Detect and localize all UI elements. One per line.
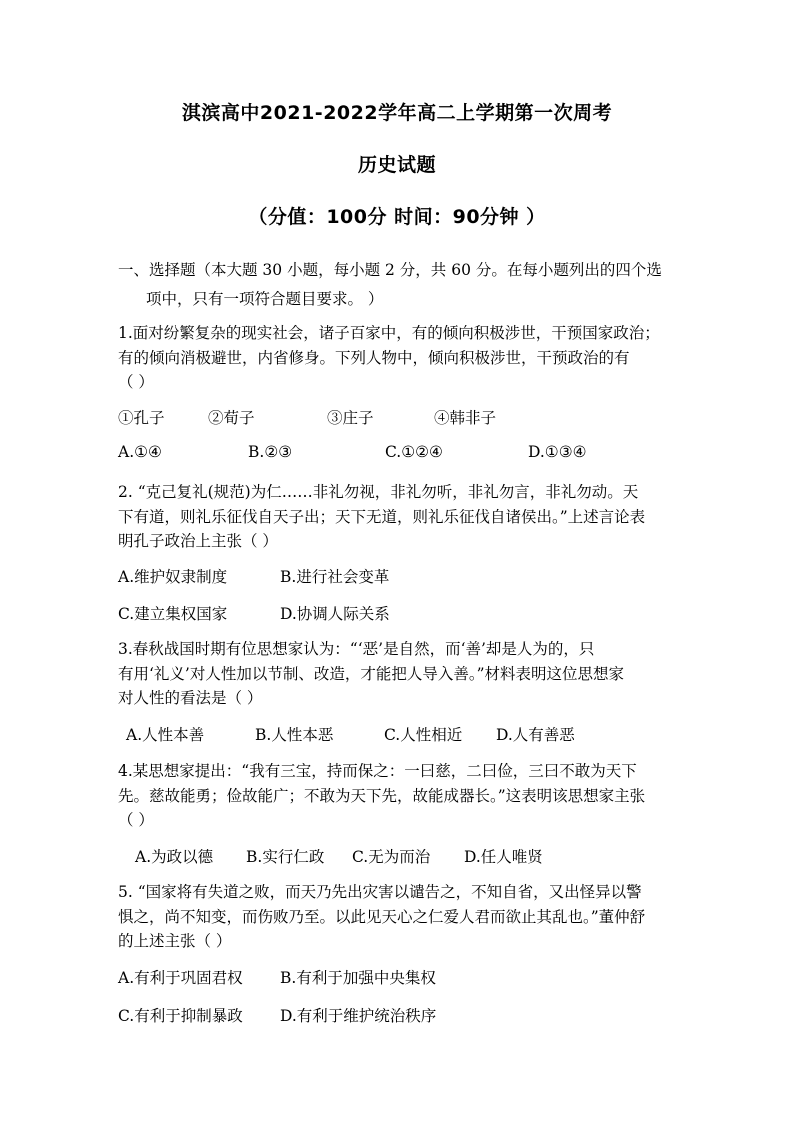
- q1-item: ③庄子: [327, 409, 374, 427]
- q5-option-a: A.有利于巩固君权: [118, 969, 243, 987]
- q1-option-c: C.①②④: [385, 443, 443, 461]
- section-heading: 一、选择题（本大题 30 小题，每小题 2 分，共 60 分。在每小题列出的四个选: [118, 261, 662, 279]
- q3-stem-line2: 有用‘礼义’对人性加以节制、改造，才能把人导入善。”材料表明这位思想家: [118, 665, 625, 683]
- q5-option-d: D.有利于维护统治秩序: [280, 1007, 437, 1025]
- q1-stem-line1: 1.面对纷繁复杂的现实社会，诸子百家中，有的倾向积极涉世，干预国家政治；: [118, 324, 660, 342]
- q2-option-b: B.进行社会变革: [280, 568, 390, 586]
- q1-option-b: B.②③: [248, 443, 293, 461]
- q2-option-a: A.维护奴隶制度: [118, 568, 228, 586]
- q3-option-d: D.人有善恶: [496, 726, 575, 744]
- q1-stem-line3: （ ）: [118, 373, 154, 391]
- q4-stem-line1: 4.某思想家提出：“我有三宝，持而保之：一曰慈，二曰俭，三曰不敢为天下: [118, 762, 637, 780]
- q3-option-c: C.人性相近: [384, 726, 463, 744]
- q1-stem-line2: 有的倾向消极避世，内省修身。下列人物中，倾向积极涉世，干预政治的有: [118, 349, 630, 367]
- q1-item: ④韩非子: [434, 409, 497, 427]
- q5-option-c: C.有利于抑制暴政: [118, 1007, 243, 1025]
- q4-stem-line3: （ ）: [118, 811, 154, 829]
- q4-stem-line2: 先。慈故能勇；俭故能广；不敢为天下先，故能成器长。”这表明该思想家主张: [118, 787, 646, 805]
- q4-option-a: A.为政以德: [135, 848, 214, 866]
- q5-stem-line3: 的上述主张（ ）: [118, 932, 232, 950]
- q1-item: ①孔子: [118, 409, 165, 427]
- section-heading-cont: 项中，只有一项符合题目要求。 ）: [146, 290, 384, 308]
- exam-title: 淇滨高中2021-2022学年高二上学期第一次周考: [181, 102, 613, 124]
- q2-stem-line1: 2. “克己复礼(规范)为仁……非礼勿视，非礼勿听，非礼勿言，非礼勿动。天: [118, 483, 639, 501]
- q4-option-b: B.实行仁政: [246, 848, 325, 866]
- q4-option-d: D.任人唯贤: [464, 848, 543, 866]
- subject-title: 历史试题: [357, 154, 436, 176]
- q5-stem-line2: 惧之，尚不知变，而伤败乃至。以此见天心之仁爱人君而欲止其乱也。”董仲舒: [118, 908, 646, 926]
- q5-option-b: B.有利于加强中央集权: [280, 969, 436, 987]
- exam-info: （分值：100分 时间：90分钟 ）: [248, 206, 546, 228]
- q3-option-a: A.人性本善: [126, 726, 205, 744]
- q2-stem-line2: 下有道，则礼乐征伐自天子出；天下无道，则礼乐征伐自诸侯出。”上述言论表: [118, 508, 646, 526]
- q3-option-b: B.人性本恶: [255, 726, 334, 744]
- q5-stem-line1: 5. “国家将有失道之败，而天乃先出灾害以谴告之，不知自省，又出怪异以警: [118, 883, 642, 901]
- q2-option-d: D.协调人际关系: [280, 605, 390, 623]
- q2-stem-line3: 明孔子政治上主张（ ）: [118, 532, 278, 550]
- q2-option-c: C.建立集权国家: [118, 605, 228, 623]
- q3-stem-line3: 对人性的看法是（ ）: [118, 689, 263, 707]
- q1-option-d: D.①③④: [528, 443, 587, 461]
- q1-option-a: A.①④: [118, 443, 162, 461]
- q4-option-c: C.无为而治: [352, 848, 431, 866]
- q1-item: ②荀子: [208, 409, 255, 427]
- q3-stem-line1: 3.春秋战国时期有位思想家认为：“‘恶’是自然，而‘善’却是人为的，只: [118, 640, 595, 658]
